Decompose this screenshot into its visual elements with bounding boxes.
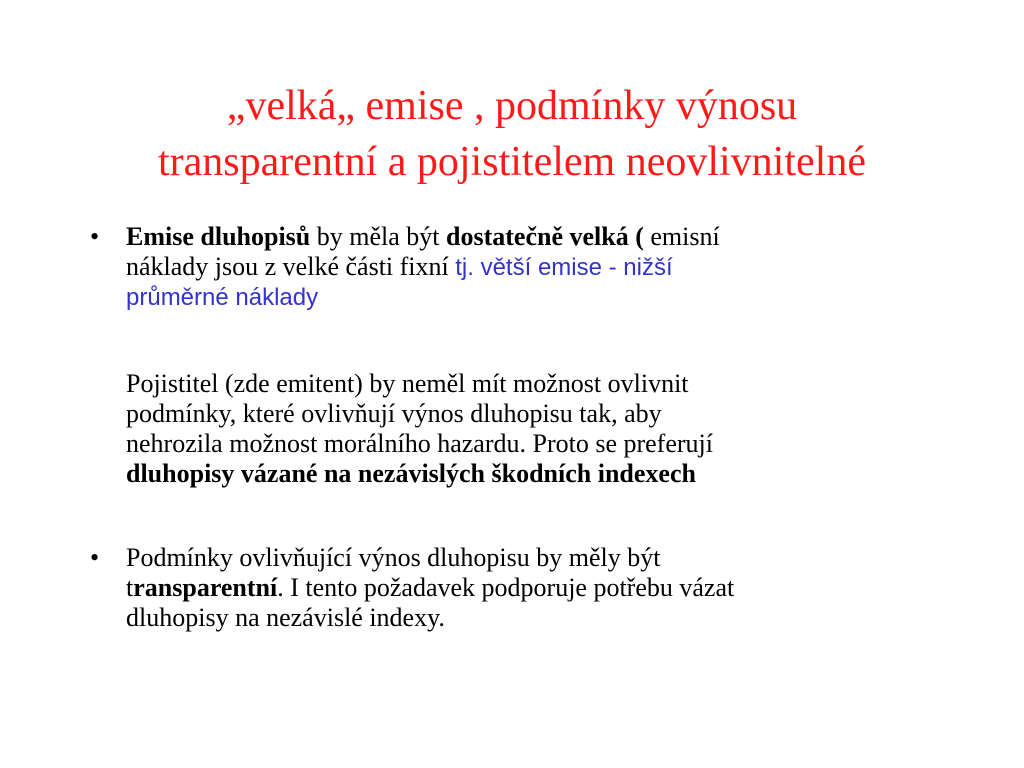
bold-dostatecne-velka: dostatečně velká ( xyxy=(446,222,644,251)
bold-dluhopisy-vazane: dluhopisy vázané na nezávislých škodních indexech xyxy=(126,459,696,488)
title-line-2: transparentní a pojistitelem neovlivnitelné xyxy=(158,139,866,185)
slide-title xyxy=(60,78,964,190)
slide-body xyxy=(88,222,948,633)
item1-line-2 xyxy=(126,252,948,283)
bullet-item-podminky xyxy=(88,543,948,633)
bullet-icon: • xyxy=(90,222,100,251)
bullet-icon: • xyxy=(90,543,100,572)
text-by-mela-byt: by měla být xyxy=(310,222,447,251)
pojistitel-line-1: Pojistitel (zde emitent) by neměl mít možnost ovlivnit xyxy=(126,369,689,398)
paragraph-pojistitel xyxy=(88,369,948,489)
podminky-line-2 xyxy=(126,573,948,603)
pojistitel-line-2: podmínky, které ovlivňují výnos dluhopisu tak, aby xyxy=(126,399,662,428)
item1-line-1 xyxy=(126,222,948,252)
blue-prumerne-naklady: průměrné náklady xyxy=(126,284,319,311)
text-t: t xyxy=(126,573,134,602)
text-pozadavek: . I tento požadavek podporuje potřebu vázat xyxy=(277,573,735,602)
title-line-1: „velká„ emise , podmínky výnosu xyxy=(226,83,798,129)
pojistitel-line-3: nehrozila možnost morálního hazardu. Proto se preferují xyxy=(126,429,713,458)
text-naklady-fixni: náklady jsou z velké části fixní xyxy=(126,252,456,281)
pojistitel-line-4 xyxy=(126,459,948,489)
podminky-line-1: Podmínky ovlivňující výnos dluhopisu by měly být xyxy=(126,543,661,572)
bold-transparentni: ransparentní xyxy=(133,573,278,602)
blue-vetsi-emise: tj. větší emise - nižší xyxy=(455,254,673,281)
bold-emise-dluhopisu: Emise dluhopisů xyxy=(126,222,311,251)
podminky-line-3: dluhopisy na nezávislé indexy. xyxy=(126,603,445,632)
bullet-item-emise xyxy=(88,222,948,313)
text-emisni: emisní xyxy=(643,222,720,251)
